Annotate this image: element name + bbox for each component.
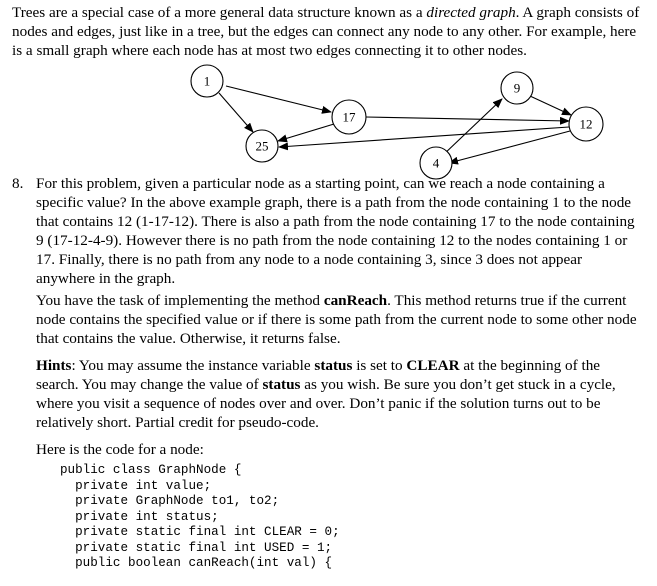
edge-12-25 bbox=[279, 127, 569, 147]
edge-1-17 bbox=[226, 86, 331, 112]
hints-label: Hints bbox=[36, 357, 72, 374]
code-line: public boolean canReach(int val) { bbox=[60, 556, 333, 570]
edge-17-25 bbox=[278, 124, 334, 141]
graph-node-25 bbox=[246, 130, 278, 162]
method-name: canReach bbox=[323, 292, 388, 309]
edge-1-25 bbox=[219, 93, 253, 132]
graph-node-1 bbox=[191, 65, 223, 97]
hints-paragraph bbox=[36, 356, 644, 432]
task-part2: . This method returns true if the current node contains the specified value or if there is some path from the current node to some other node that contains the value. Otherwise, it returns false. bbox=[36, 292, 637, 347]
graph-node-label: 1 bbox=[203, 73, 211, 89]
graph-node-label: 17 bbox=[342, 109, 356, 125]
intro-term: directed graph bbox=[426, 4, 516, 21]
graph-node-label: 25 bbox=[255, 138, 269, 154]
status-keyword: status bbox=[314, 357, 353, 374]
code-line: private GraphNode to1, to2; bbox=[60, 494, 280, 508]
edge-17-12 bbox=[366, 117, 569, 121]
task-part1: You have the task of implementing the method bbox=[36, 292, 324, 309]
code-line: private static final int USED = 1; bbox=[60, 540, 333, 555]
graph-node-9 bbox=[501, 72, 533, 104]
graph-node-label: 4 bbox=[432, 155, 440, 171]
intro-part2: . A graph consists of nodes and edges, just like in a tree, but the edges can connect any node to any other. For example, here is a small graph where each node has at most two edges connecting it to other nodes. bbox=[12, 4, 640, 59]
graph-node-12 bbox=[569, 107, 603, 141]
directed-graph bbox=[0, 60, 657, 182]
graph-node-label: 9 bbox=[513, 80, 521, 96]
question-number: 8. bbox=[12, 175, 24, 192]
question-body: For this problem, given a particular node as a starting point, can we reach a node containing a specific value? In the above example graph, there is a path from the node containing 1 to the node that contains 12 (1-17-12). There is also a path from the node containing 17 to the node containing 9 (17-12-4-9). However there is no path from the node containing 12 to the nodes containing 1 or 17. Finally, there is no path from any node to a node containing 3, since 3 does not appear anywhere in the graph. bbox=[36, 175, 635, 287]
edge-9-12 bbox=[530, 96, 571, 115]
status-keyword: status bbox=[262, 376, 301, 393]
code-intro: Here is the code for a node: bbox=[36, 441, 204, 458]
hints-part4: as you wish. Be sure you don’t get stuck in a cycle, where you visit a sequence of nodes over and over. Don’t panic if the solution turns out to be relatively short. Partial credit for pseudo-code. bbox=[36, 376, 616, 431]
code-line: public class GraphNode { bbox=[60, 463, 242, 477]
code-line: private static final int CLEAR = 0; bbox=[60, 525, 340, 539]
code-block bbox=[60, 463, 340, 572]
edge-4-9 bbox=[442, 99, 502, 156]
intro-part1: Trees are a special case of a more general data structure known as a bbox=[12, 4, 427, 21]
code-line: private int value; bbox=[60, 478, 212, 493]
hints-part2: is set to bbox=[352, 357, 407, 374]
graph-node-17 bbox=[332, 100, 366, 134]
graph-node-label: 12 bbox=[579, 116, 593, 132]
task-paragraph bbox=[36, 291, 644, 348]
hints-part1: : You may assume the instance variable bbox=[71, 357, 315, 374]
hints-part3: at the beginning of the search. You may change the value of bbox=[36, 357, 601, 393]
clear-keyword: CLEAR bbox=[406, 357, 460, 374]
intro-paragraph bbox=[12, 3, 642, 60]
code-line: private int status; bbox=[60, 509, 219, 524]
edge-12-4 bbox=[449, 131, 570, 163]
